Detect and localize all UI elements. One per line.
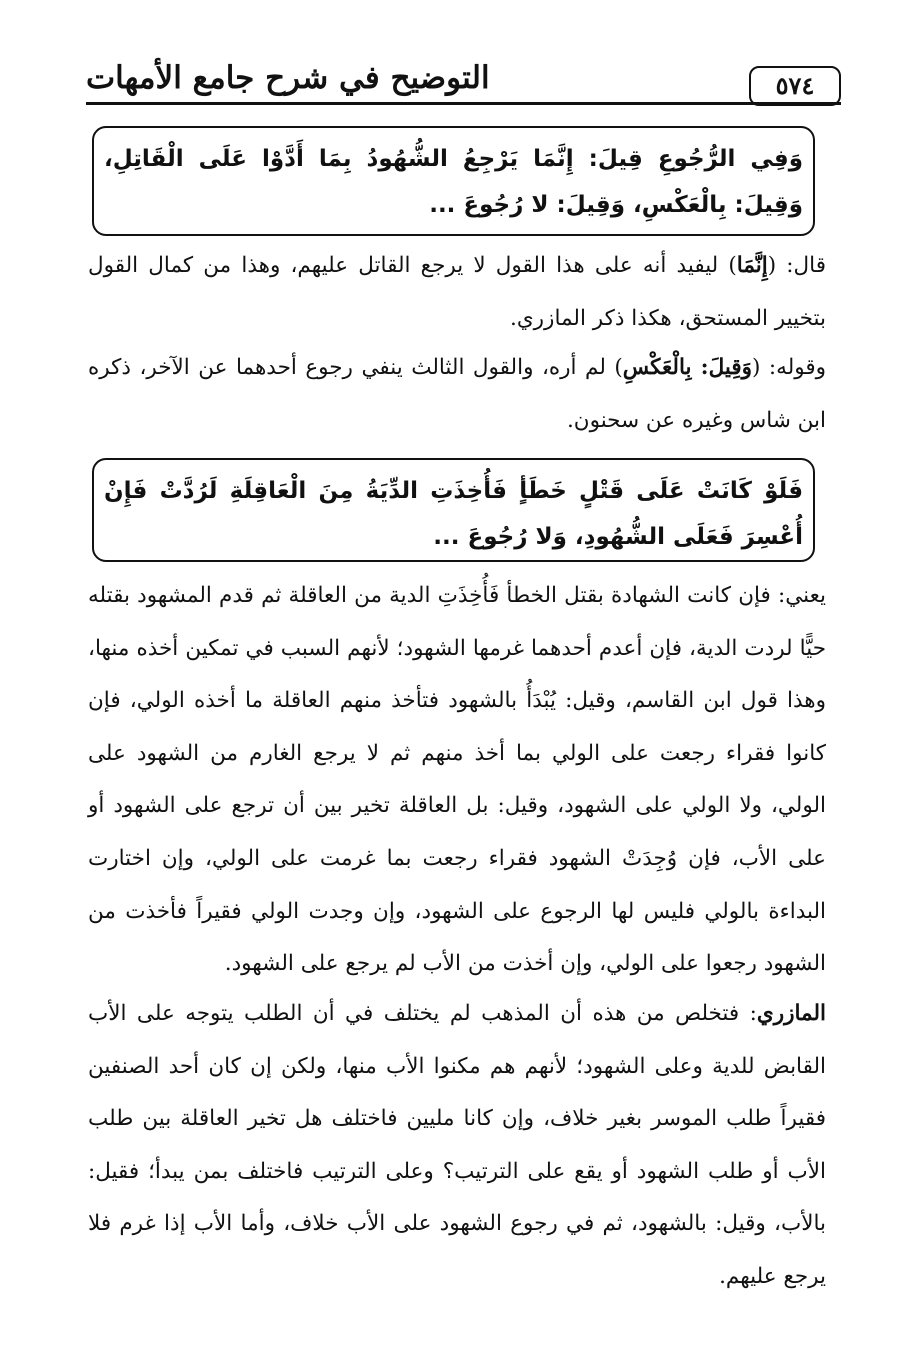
commentary-paragraph-4 bbox=[88, 988, 826, 1304]
quoted-term: إِنَّمَا bbox=[736, 253, 768, 278]
quoted-term: وَقِيلَ: بِالْعَكْسِ bbox=[622, 355, 753, 380]
page-header bbox=[86, 58, 841, 106]
running-title: التوضيح في شرح جامع الأمهات bbox=[86, 60, 490, 96]
para-text: ) لم أره، والقول الثالث ينفي رجوع أحدهما عن الآخر، ذكره ابن شاس وغيره عن سحنون. bbox=[88, 355, 826, 433]
commentary-paragraph-1 bbox=[88, 240, 826, 345]
commentary-paragraph-3: يعني: فإن كانت الشهادة بقتل الخطأ فَأُخِذَتِ الدية من العاقلة ثم قدم المشهود بقتله حيًّا لردت الدية، فإن أعدم أحدهما غرمها الشهود؛ لأنهم السبب في تمكين أخذه منها، وهذا قول ابن القاسم، وقيل: يُبْدَأُ بالشهود فتأخذ منهم العاقلة ما أخذه الولي، فإن كانوا فقراء رجعت على الولي بما أخذ منهم ثم لا يرجع الغارم من الشهود على الولي، ولا الولي على الشهود، وقيل: بل العاقلة تخير بين أن ترجع على الشهود أو على الأب، فإن وُجِدَتْ الشهود فقراء رجعت بما غرمت على الولي، وإن اختارت البداءة بالولي فليس لها الرجوع على الشهود، وإن وجدت الولي فقيراً فأخذت من الشهود رجعوا على الولي، وإن أخذت من الأب لم يرجع على الشهود. bbox=[88, 583, 826, 977]
para-text: قال: ( bbox=[767, 253, 826, 278]
page-number: ٥٧٤ bbox=[749, 66, 841, 106]
para-text: ) ليفيد أنه على هذا القول لا يرجع القاتل عليهم، وهذا من كمال القول بتخيير المستحق، هكذا ذكر المازري. bbox=[88, 253, 826, 331]
para-text: وقوله: ( bbox=[752, 355, 827, 380]
cited-author: المازري bbox=[756, 1001, 826, 1026]
matn-box-2: فَلَوْ كَانَتْ عَلَى قَتْلٍ خَطَأٍ فَأُخِذَتِ الدِّيَةُ مِنَ الْعَاقِلَةِ لَرُدَّتْ فَإِنْ أُعْسِرَ فَعَلَى الشُّهُودِ، وَلا رُجُوعَ ... bbox=[92, 458, 815, 562]
commentary-paragraph-2 bbox=[88, 342, 826, 447]
header-rule bbox=[86, 102, 841, 105]
para-text: : فتخلص من هذه أن المذهب لم يختلف في أن الطلب يتوجه على الأب القابض للدية وعلى الشهود؛ لأنهم هم مكنوا الأب منها، ولكن إن كان أحد الصنفين فقيراً طلب الموسر بغير خلاف، وإن كانا مليين فاختلف هل تخير العاقلة بين طلب الأب أو طلب الشهود أو يقع على الترتيب؟ وعلى الترتيب فاختلف بمن يبدأ؛ فقيل: بالأب، وقيل: بالشهود، ثم في رجوع الشهود على الأب خلاف، وأما الأب إذا غرم فلا يرجع عليهم. bbox=[88, 1001, 826, 1289]
matn-box-1: وَفِي الرُّجُوعِ قِيلَ: إِنَّمَا يَرْجِعُ الشُّهُودُ بِمَا أَدَّوْا عَلَى الْقَاتِلِ، وَقِيلَ: بِالْعَكْسِ، وَقِيلَ: لا رُجُوعَ ... bbox=[92, 126, 815, 236]
